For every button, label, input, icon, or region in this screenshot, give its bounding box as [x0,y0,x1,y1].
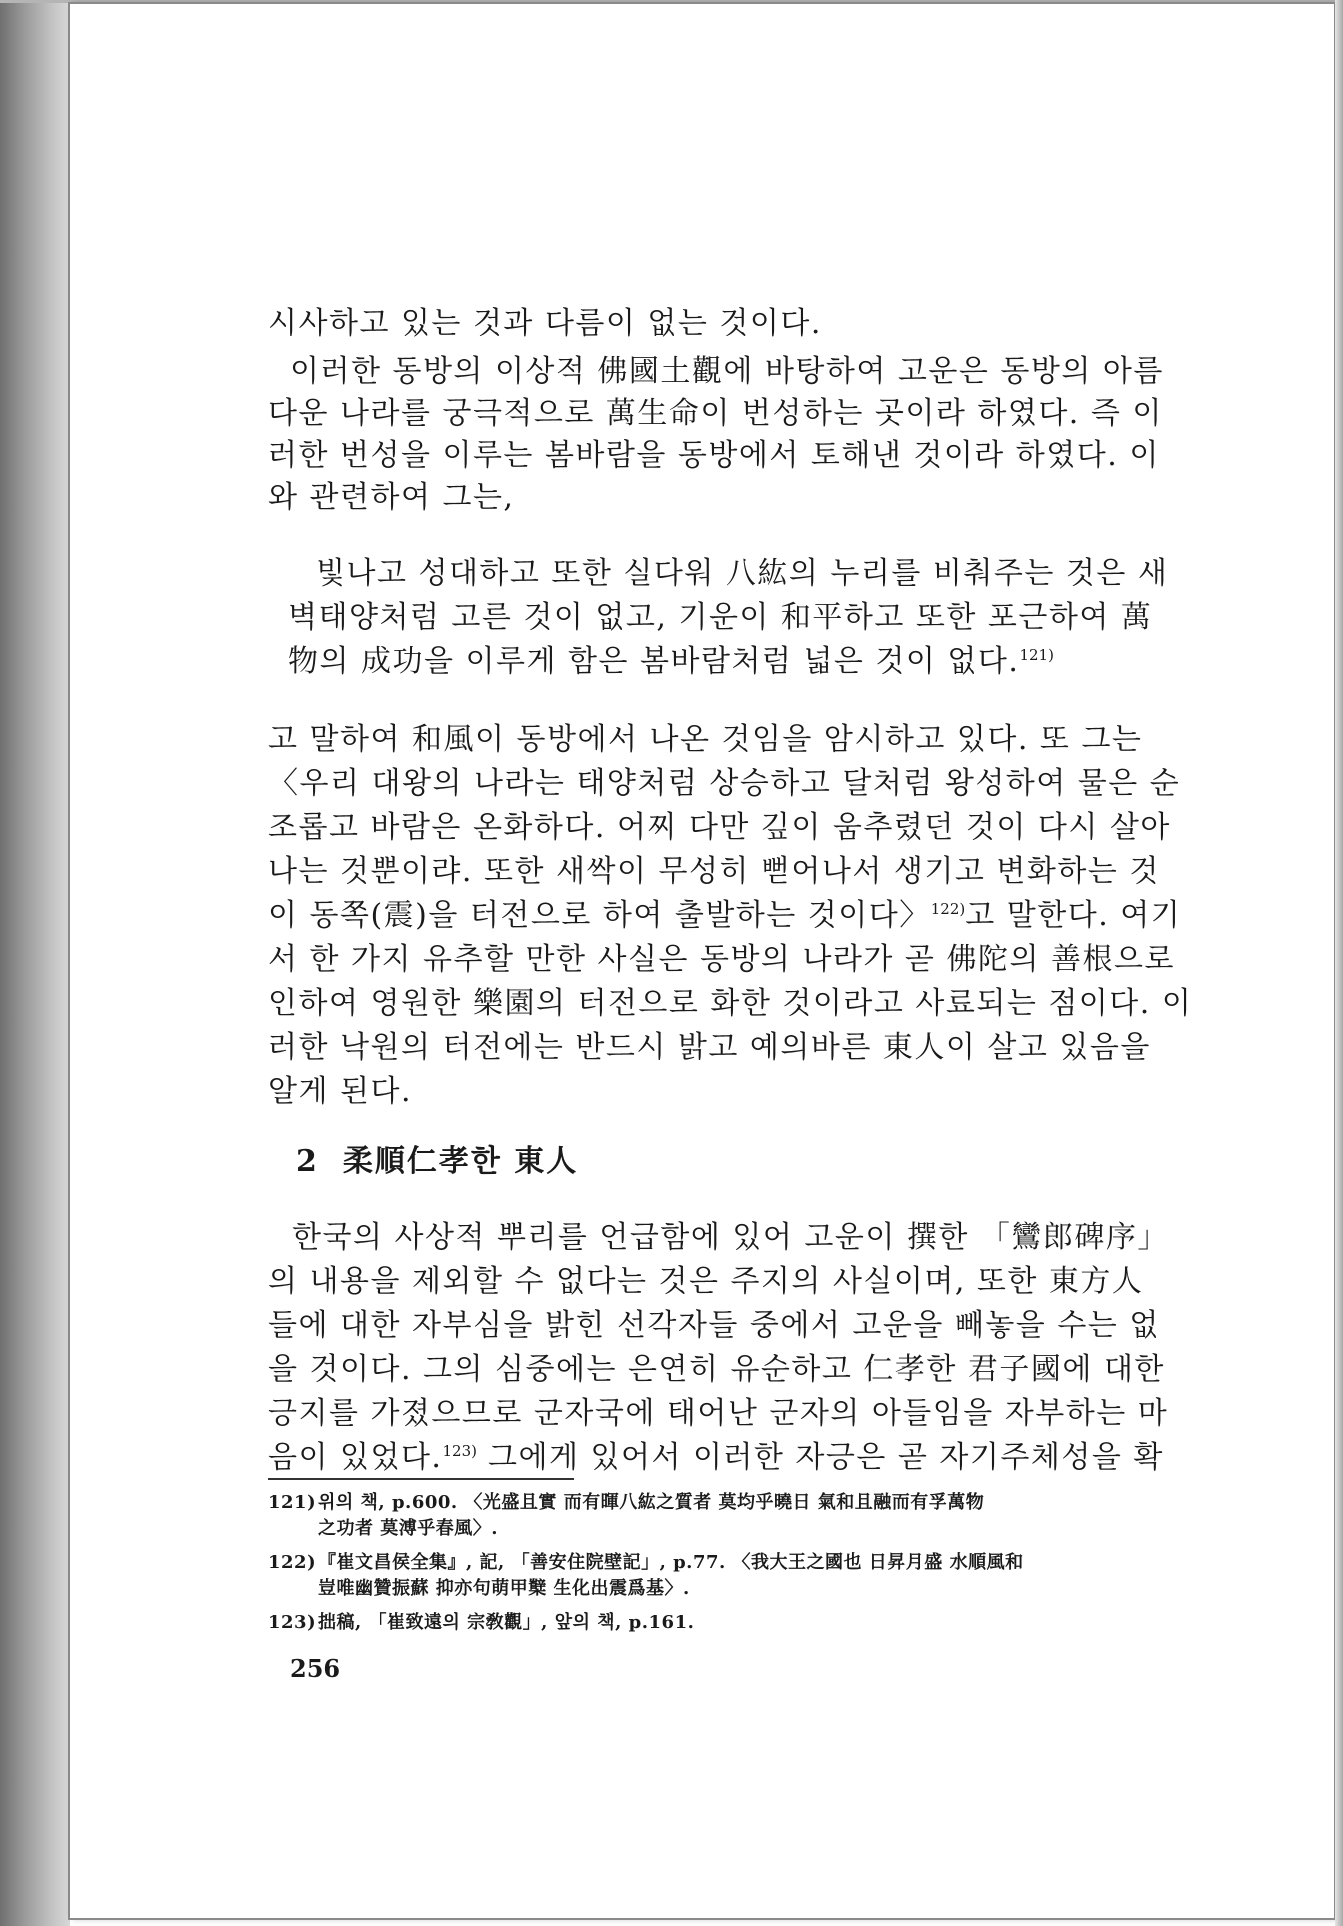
text-line: 조롭고 바람은 온화하다. 어찌 다만 깊이 움추렸던 것이 다시 살아 [268,810,1171,845]
text-line: 빛나고 성대하고 또한 실다워 八紘의 누리를 비춰주는 것은 새 [316,556,1169,591]
footnote-122-cont [318,1574,690,1600]
footnote-divider [268,1478,574,1480]
footnote-text: 『崔文昌侯全集』, 記, 「善安住院壁記」, p.77. 〈我大王之國也 日昇月盛 水順風和 [318,1552,1024,1573]
footnote-122 [268,1548,1024,1574]
text-line: 고 말하여 和風이 동방에서 나온 것임을 암시하고 있다. 또 그는 [268,722,1143,757]
footnote-text: 拙稿, 「崔致遠의 宗敎觀」, 앞의 책, p.161. [318,1612,695,1633]
footnote-text: 위의 책, p.600. 〈光盛且實 而有暉八紘之質者 莫均乎曉日 氣和且融而有孚萬物 [318,1492,985,1513]
text-line: 러한 번성을 이루는 봄바람을 동방에서 토해낸 것이라 하였다. 이 [268,438,1160,473]
page-right-edge [1335,0,1343,1926]
text-line [268,890,1181,934]
text-line: 한국의 사상적 뿌리를 언급함에 있어 고운이 撰한 「鸞郎碑序」 [292,1220,1169,1255]
text-line: 러한 낙원의 터전에는 반드시 밝고 예의바른 東人이 살고 있음을 [268,1030,1151,1065]
quote-last-text: 物의 成功을 이루게 함은 봄바람처럼 넓은 것이 없다. [288,644,1020,679]
section-heading [296,1136,578,1180]
text-line: 이러한 동방의 이상적 佛國土觀에 바탕하여 고운은 동방의 아름 [290,354,1164,389]
text-line: 와 관련하여 그는, [268,480,515,515]
footnote-number: 123) [268,1612,317,1633]
text-line: 긍지를 가졌으므로 군자국에 태어난 군자의 아들임을 자부하는 마 [268,1396,1169,1431]
footnote-121 [268,1488,984,1514]
footnote-121-cont [318,1514,498,1540]
text-line: 알게 된다. [268,1074,412,1109]
page-number: 256 [290,1654,341,1683]
section-number: 2 [296,1144,319,1179]
text-segment: 음이 있었다. [268,1440,443,1475]
text-line: 의 내용을 제외할 수 없다는 것은 주지의 사실이며, 또한 東方人 [268,1264,1144,1299]
section-title: 柔順仁孝한 東人 [342,1144,579,1179]
text-segment: 고 말한다. 여기 [965,898,1182,933]
text-line: 들에 대한 자부심을 밝힌 선각자들 중에서 고운을 빼놓을 수는 없 [268,1308,1160,1343]
book-spine [0,0,70,1926]
text-line: 다운 나라를 궁극적으로 萬生命이 번성하는 곳이라 하였다. 즉 이 [268,396,1163,431]
text-line [268,1432,1164,1476]
footnote-text: 之功者 莫溥乎春風〉. [318,1518,499,1539]
text-line [288,636,1054,680]
text-line: 벽태양처럼 고른 것이 없고, 기운이 和平하고 또한 포근하여 萬 [288,600,1153,635]
text-line: 을 것이다. 그의 심중에는 은연히 유순하고 仁孝한 君子國에 대한 [268,1352,1165,1387]
text-segment: 그에게 있어서 이러한 자긍은 곧 자기주체성을 확 [476,1440,1164,1475]
text-line: 〈우리 대왕의 나라는 태양처럼 상승하고 달처럼 왕성하여 물은 순 [268,766,1181,801]
footnote-123 [268,1608,694,1634]
footnote-ref-122: 122) [930,900,966,918]
text-segment: 이 동쪽(震)을 터전으로 하여 출발하는 것이다〉 [268,898,931,933]
footnote-number: 121) [268,1492,317,1513]
footnote-ref-121: 121) [1019,646,1054,664]
footnote-ref-123: 123) [442,1442,477,1460]
text-line: 서 한 가지 유추할 만한 사실은 동방의 나라가 곧 佛陀의 善根으로 [268,942,1175,977]
footnote-text: 豈唯幽贊振蘇 抑亦句萌甲櫱 生化出震爲基〉. [318,1578,690,1599]
footnote-number: 122) [268,1552,317,1573]
text-line: 시사하고 있는 것과 다름이 없는 것이다. [268,306,822,341]
text-line: 인하여 영원한 樂園의 터전으로 화한 것이라고 사료되는 점이다. 이 [268,986,1193,1021]
text-line: 나는 것뿐이랴. 또한 새싹이 무성히 뻗어나서 생기고 변화하는 것 [268,854,1160,889]
